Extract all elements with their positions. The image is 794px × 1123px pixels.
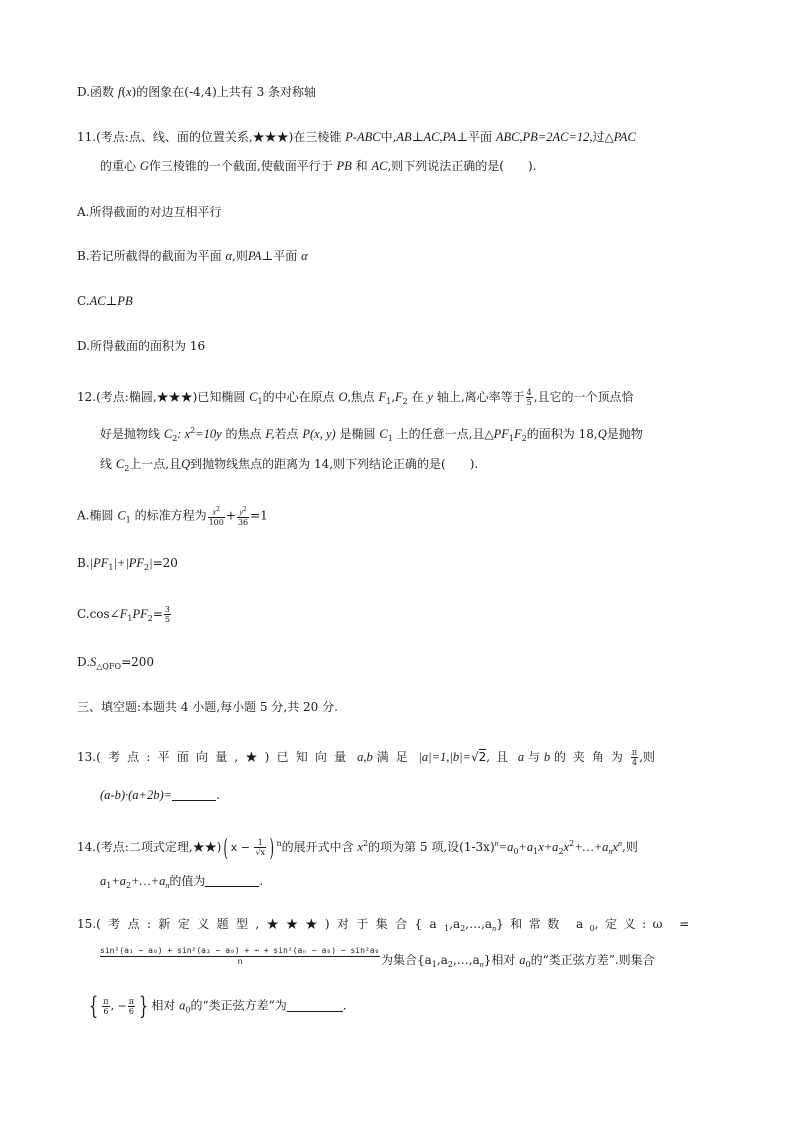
question-number: 14. <box>77 840 97 854</box>
math-F: F, <box>265 427 275 441</box>
math-pyramid: P-ABC <box>345 130 381 144</box>
math-cond: ABC,PB=2AC=12, <box>495 130 593 144</box>
text: }相对 <box>483 953 516 967</box>
text: ,则 <box>232 249 248 263</box>
text: ,且它的一个顶点恰 <box>533 390 634 404</box>
text: 上的任意一点,且△ <box>396 427 494 441</box>
question-12-line-2: 好是抛物线 $C_2$: $x^2=10y$ 的焦点 F,若点 P(x, y) 是椭圆 $C_1$ 上的任意一点,且$\triangle PF_1F_2$的面积为 18,Q是抛物 <box>77 423 643 447</box>
text: 作三棱锥的一个截面,使截面平行于 <box>148 159 333 173</box>
math-Q: Q <box>181 457 191 471</box>
math-b: b <box>543 750 551 764</box>
text: 的展开式中含 <box>281 840 354 854</box>
text: 的项为第 5 项,设(1-3x) <box>368 840 495 854</box>
math-f1: F <box>378 390 387 404</box>
text: 的“类正弦方差”.则集合 <box>530 953 655 967</box>
text: ,则 <box>639 750 656 764</box>
math-cond: |a|=1,|b|= <box>418 750 471 764</box>
text: 平面 <box>273 249 298 263</box>
text: 的“类正弦方差”为 <box>190 998 287 1013</box>
fraction-denominator: n <box>237 957 243 966</box>
question-12-option-c[interactable]: $C.\cos\angle F_1PF_2=$ $\frac{3}{5}$ <box>77 605 170 624</box>
math-pb: PB <box>336 159 352 173</box>
math-c: C <box>379 427 388 441</box>
text: 是抛物 <box>606 427 643 441</box>
math-c: C <box>249 390 258 404</box>
math-eq: =10y <box>195 427 222 441</box>
text: 与 <box>527 750 540 764</box>
fraction-x: $\frac{x^2}{100}$ <box>208 506 224 527</box>
question-11-line-1 <box>77 129 636 145</box>
text: =1 <box>250 508 268 523</box>
math-alpha: α <box>225 249 233 263</box>
math-P: P(x, y) <box>302 427 336 441</box>
question-14-line-2: $a_1+a_2+\dots+a_n$的值为 . <box>100 874 264 890</box>
math: +…+a <box>574 840 609 854</box>
question-number: 11. <box>77 130 97 144</box>
option-label: C.cos∠ <box>77 607 120 621</box>
text: 满足 <box>376 750 415 764</box>
text: }和常数 a <box>496 917 590 931</box>
question-number: 13. <box>77 750 97 764</box>
text: 的夹角为 <box>553 750 630 764</box>
math-ab: a,b <box>357 750 373 764</box>
option-label: C. <box>77 294 90 308</box>
math-x: x <box>357 840 363 854</box>
fraction-numerator: sin²(a₁ − a₀) + sin²(a₂ − a₀) + ⋯ + sin²(aₙ − a₀) − sin²a₀ <box>100 946 380 955</box>
text: 平面 <box>467 130 492 144</box>
set-fraction-a: $\frac{\pi}{6}$ <box>103 996 109 1016</box>
math-y: y <box>427 390 433 404</box>
question-15-line-2: 为集合$\{a_1,a_2,\dots,a_n\}$相对 $a_0$的“类正弦方差”.则集合 <box>381 953 655 969</box>
option-text: A.所得截面的对边互相平行 <box>77 205 222 219</box>
math-c: C <box>117 508 126 523</box>
question-11-option-a[interactable] <box>77 204 221 220</box>
question-12-option-b[interactable]: $B.|PF_1|+|PF_2|=20$ <box>77 556 178 572</box>
math: x <box>563 840 570 854</box>
text: 轴上,离心率等于 <box>436 390 525 404</box>
text: 相对 <box>151 998 176 1013</box>
math-o: O, <box>338 390 351 404</box>
question-15-line-3: { $\frac{\pi}{6}$ , − $\frac{\pi}{6}$ } 相对 $a_0$的“类正弦方差”为 . <box>89 992 347 1020</box>
text: ,则 <box>622 840 638 854</box>
math: a <box>100 874 107 888</box>
question-11-option-c[interactable] <box>77 293 133 309</box>
math-pac: PAC <box>613 130 636 144</box>
question-tag: (考点:二项式定理,★★) <box>96 840 222 854</box>
option-math: AC⊥PB <box>89 294 133 308</box>
question-11-option-d[interactable] <box>77 338 205 354</box>
answer-blank[interactable] <box>205 875 259 887</box>
text: 和 <box>355 159 368 173</box>
question-number: 12. <box>77 390 97 404</box>
math-pff: PF <box>493 427 509 441</box>
math-alpha: α <box>301 249 308 263</box>
separator: , − <box>110 999 127 1013</box>
math-c2: C <box>115 457 125 471</box>
text: 线 <box>100 457 113 471</box>
text: 若点 <box>274 427 299 441</box>
text: 焦点 <box>350 390 375 404</box>
question-13-line-2: (a-b)·(a+2b)= . <box>100 788 220 802</box>
answer-blank[interactable] <box>287 1000 343 1012</box>
math: x <box>612 840 618 854</box>
text: 好是抛物线 <box>100 427 161 441</box>
question-14-line-1: 14.(考点:二项式定理,★★)( x − $\frac{1}{√x}$ ) $^n$的展开式中含 $x^2$的项为第 5 项,设$(1-3x)^n=a_0+a_1x+a_2x^2+\dots+a_nx^n$,则 <box>77 833 638 862</box>
binomial-fraction: $\frac{1}{√x}$ <box>255 838 266 857</box>
text: 的面积为 18, <box>526 427 598 441</box>
text: 到抛物线焦点的距离为 14,则下列结论正确的是( ). <box>190 457 479 471</box>
question-12-line-3: 线 $C_2$上一点,且Q到抛物线焦点的距离为 14,则下列结论正确的是( ). <box>77 456 478 477</box>
question-13-line-1: 13.(考点:平面向量,★)已知向量 a,b 满足 |a|=1,|b|=√2,且 a 与 b 的夹角为 $\frac{\pi}{4}$ ,则 <box>77 748 656 767</box>
text: ,则下列说法正确的是( ). <box>387 159 537 173</box>
text: 是椭圆 <box>339 427 376 441</box>
math: +a <box>518 840 534 854</box>
option-text: 的图象在(-4,4)上共有 3 条对称轴 <box>136 85 317 99</box>
subscript: △QFO <box>96 662 122 671</box>
text: =200 <box>121 655 155 669</box>
math-ac: AC <box>371 159 388 173</box>
text: ,定义:ω = <box>594 917 696 931</box>
option-d-previous: D.函数 f(x)的图象在(-4,4)上共有 3 条对称轴 <box>77 85 317 99</box>
text: (考点:新定义题型,★★★)对于集合{a <box>96 917 445 931</box>
text: 过△ <box>592 130 614 144</box>
math: +…+a <box>131 874 166 888</box>
text: ,…,a <box>465 917 493 931</box>
question-12-line-1: 12.(考点:椭圆,★★★)已知椭圆 $C_1$的中心在原点 O,焦点 $F_1,F_2$ 在 y 轴上,离心率等于 $\frac{4}{5}$ ,且它的一个顶点恰 <box>77 388 634 407</box>
text: 已知椭圆 <box>197 390 246 404</box>
text: (考点:平面向量,★)已知向量 <box>96 750 354 764</box>
section-3-heading: 三、填空题:本题共 4 小题,每小题 5 分,共 20 分. <box>77 700 338 714</box>
math-f2: F <box>514 427 522 441</box>
math-eq: : x <box>177 427 191 441</box>
question-12-option-a[interactable]: A.椭圆 $C_1$ 的标准方程为 $\frac{x^2}{100}$ + $\frac{y^2}{36}$ =1 <box>77 506 268 527</box>
angle-fraction: $\frac{\pi}{4}$ <box>631 748 638 767</box>
question-11-line-2 <box>100 158 536 174</box>
answer-blank[interactable] <box>172 789 216 801</box>
eccentricity-fraction: $\frac{4}{5}$ <box>526 388 532 407</box>
math-c2: C <box>163 427 173 441</box>
fraction-c: $\frac{3}{5}$ <box>164 605 170 624</box>
text: 上一点,且 <box>129 457 182 471</box>
math-expression: (a-b)·(a+2b)= <box>100 788 173 802</box>
math-f2: F <box>395 390 403 404</box>
option-label: B. <box>77 556 90 570</box>
math-g: G <box>139 159 149 173</box>
math: =a <box>498 840 514 854</box>
text: = <box>152 607 163 621</box>
math-a0: a <box>179 998 186 1013</box>
question-15-line-1: 15.(考点:新定义题型,★★★)对于集合$\{a_1,a_2,\dots,a_n\}$和常数 $a_0$,定义:ω = <box>77 917 696 933</box>
math-a0: a <box>519 953 526 967</box>
text: 中, <box>380 130 397 144</box>
math-pa: PA⊥ <box>247 249 274 263</box>
math-s: S <box>90 655 97 669</box>
option-text: D.所得截面的面积为 16 <box>77 339 206 353</box>
text: =20 <box>152 556 178 570</box>
fraction-y: $\frac{y^2}{36}$ <box>237 506 249 527</box>
option-label: A.椭圆 <box>77 508 114 523</box>
text: 的重心 <box>100 159 137 173</box>
variance-fraction <box>100 946 380 966</box>
math-cond: AB⊥AC,PA⊥ <box>396 130 468 144</box>
exponent: n <box>276 839 282 848</box>
question-number: 15. <box>77 917 97 931</box>
option-text: B.若记所截得的截面为平面 <box>77 249 222 263</box>
option-label: D. <box>77 655 91 669</box>
text: 为集合{a <box>381 953 432 967</box>
question-tag: (考点:点、线、面的位置关系,★★★) <box>96 130 294 144</box>
text: ,…,a <box>452 953 480 967</box>
text: ,a <box>449 917 461 931</box>
text: 在 <box>411 390 424 404</box>
math: +a <box>111 874 127 888</box>
text: 的中心在原点 <box>262 390 335 404</box>
option-label: D.函数 <box>77 85 115 99</box>
text: 的标准方程为 <box>134 508 207 523</box>
text: ,a <box>436 953 448 967</box>
math: x+a <box>538 840 559 854</box>
question-12-option-d[interactable] <box>77 654 154 675</box>
question-11-option-b[interactable] <box>77 248 308 264</box>
set-fraction-b: $\frac{\pi}{6}$ <box>128 996 135 1016</box>
binomial-base: x − <box>230 841 254 854</box>
text: 的焦点 <box>225 427 262 441</box>
math-a: a <box>517 750 525 764</box>
text: 的值为 <box>169 874 206 888</box>
math-Q: Q <box>597 427 607 441</box>
question-tag: (考点:椭圆,★★★) <box>96 390 198 404</box>
text: 在三棱锥 <box>293 130 342 144</box>
math-f: f <box>117 85 122 99</box>
text: ,且 <box>486 750 515 764</box>
